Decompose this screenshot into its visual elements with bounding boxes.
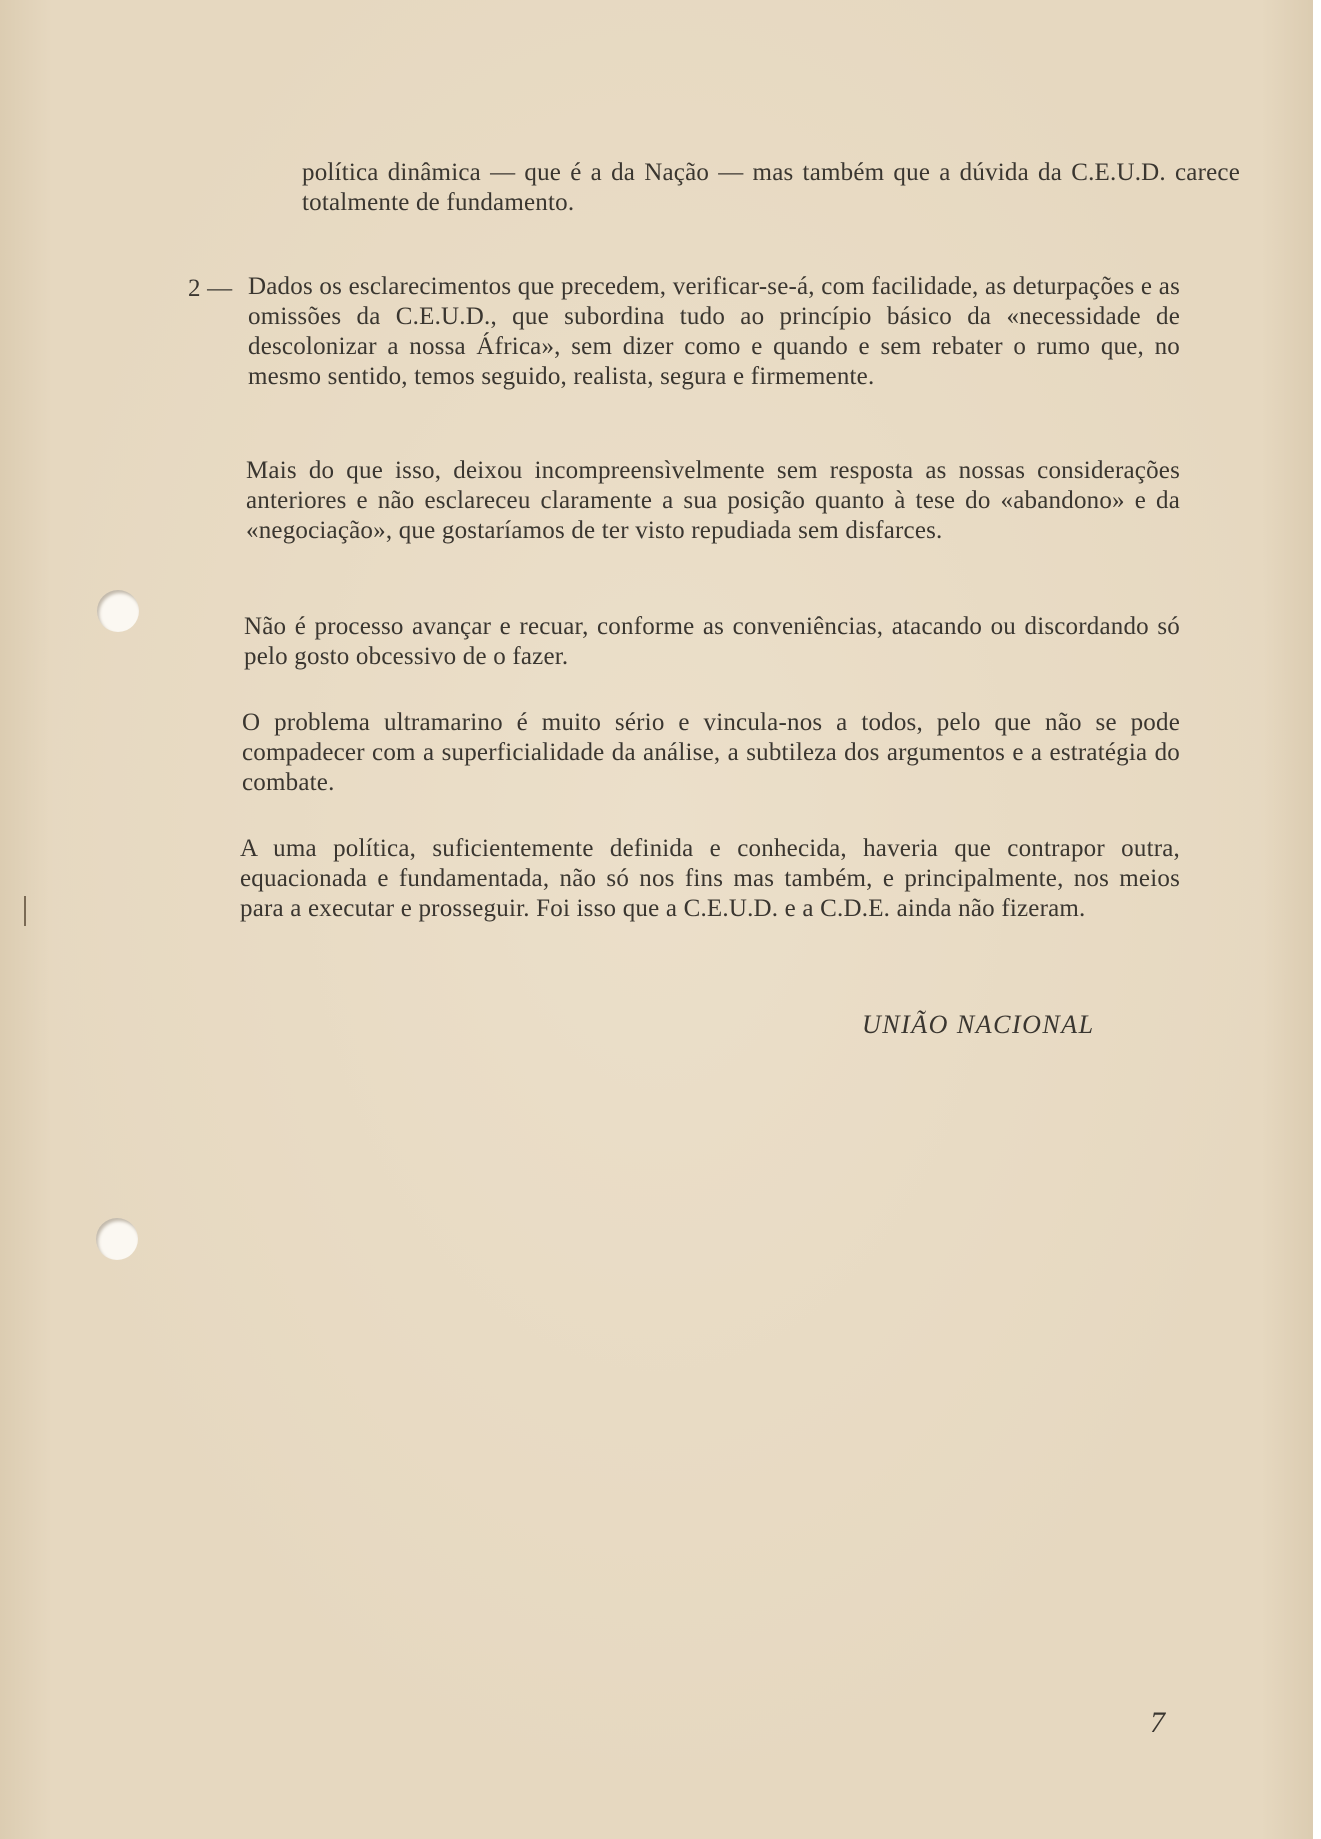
punch-hole <box>97 590 139 632</box>
margin-mark <box>24 896 30 926</box>
page-number: 7 <box>1150 1706 1165 1739</box>
paragraph-continuation: política dinâmica — que é a da Nação — mas também que a dúvida da C.E.U.D. carece totalmente de fundamento. <box>302 159 1240 216</box>
item-number: 2 — <box>188 275 233 302</box>
paragraph-6: A uma política, suficientemente definida e conhecida, haveria que contrapor outra, equacionada e fundamentada, não só nos fins mas também, e principalmente, nos meios para a executar e prosseguir. Foi isso que a C.E.U.D. e a C.D.E. ainda não fizeram. <box>240 835 1180 922</box>
paragraph-4: Não é processo avançar e recuar, conforme as conveniências, atacando ou discordando só pelo gosto obcessivo de o fazer. <box>244 613 1180 670</box>
punch-hole <box>96 1218 138 1260</box>
signature: UNIÃO NACIONAL <box>862 1010 1095 1039</box>
page-edge <box>1313 0 1321 1839</box>
paragraph-3: Mais do que isso, deixou incompreensìvelmente sem resposta as nossas considerações anteriores e não esclareceu claramente a sua posição quanto à tese do «abandono» e da «negociação», que gostaríamos de ter visto repudiada sem disfarces. <box>246 457 1180 544</box>
paragraph-item-2: Dados os esclarecimentos que precedem, verificar-se-á, com facilidade, as deturpações e as omissões da C.E.U.D., que subordina tudo ao princípio básico da «necessidade de descolonizar a nossa África», sem dizer como e quando e sem rebater o rumo que, no mesmo sentido, temos seguido, realista, segura e firmemente. <box>248 273 1180 390</box>
paragraph-5: O problema ultramarino é muito sério e vincula-nos a todos, pelo que não se pode compadecer com a superficialidade da análise, a subtileza dos argumentos e a estratégia do combate. <box>242 709 1180 796</box>
